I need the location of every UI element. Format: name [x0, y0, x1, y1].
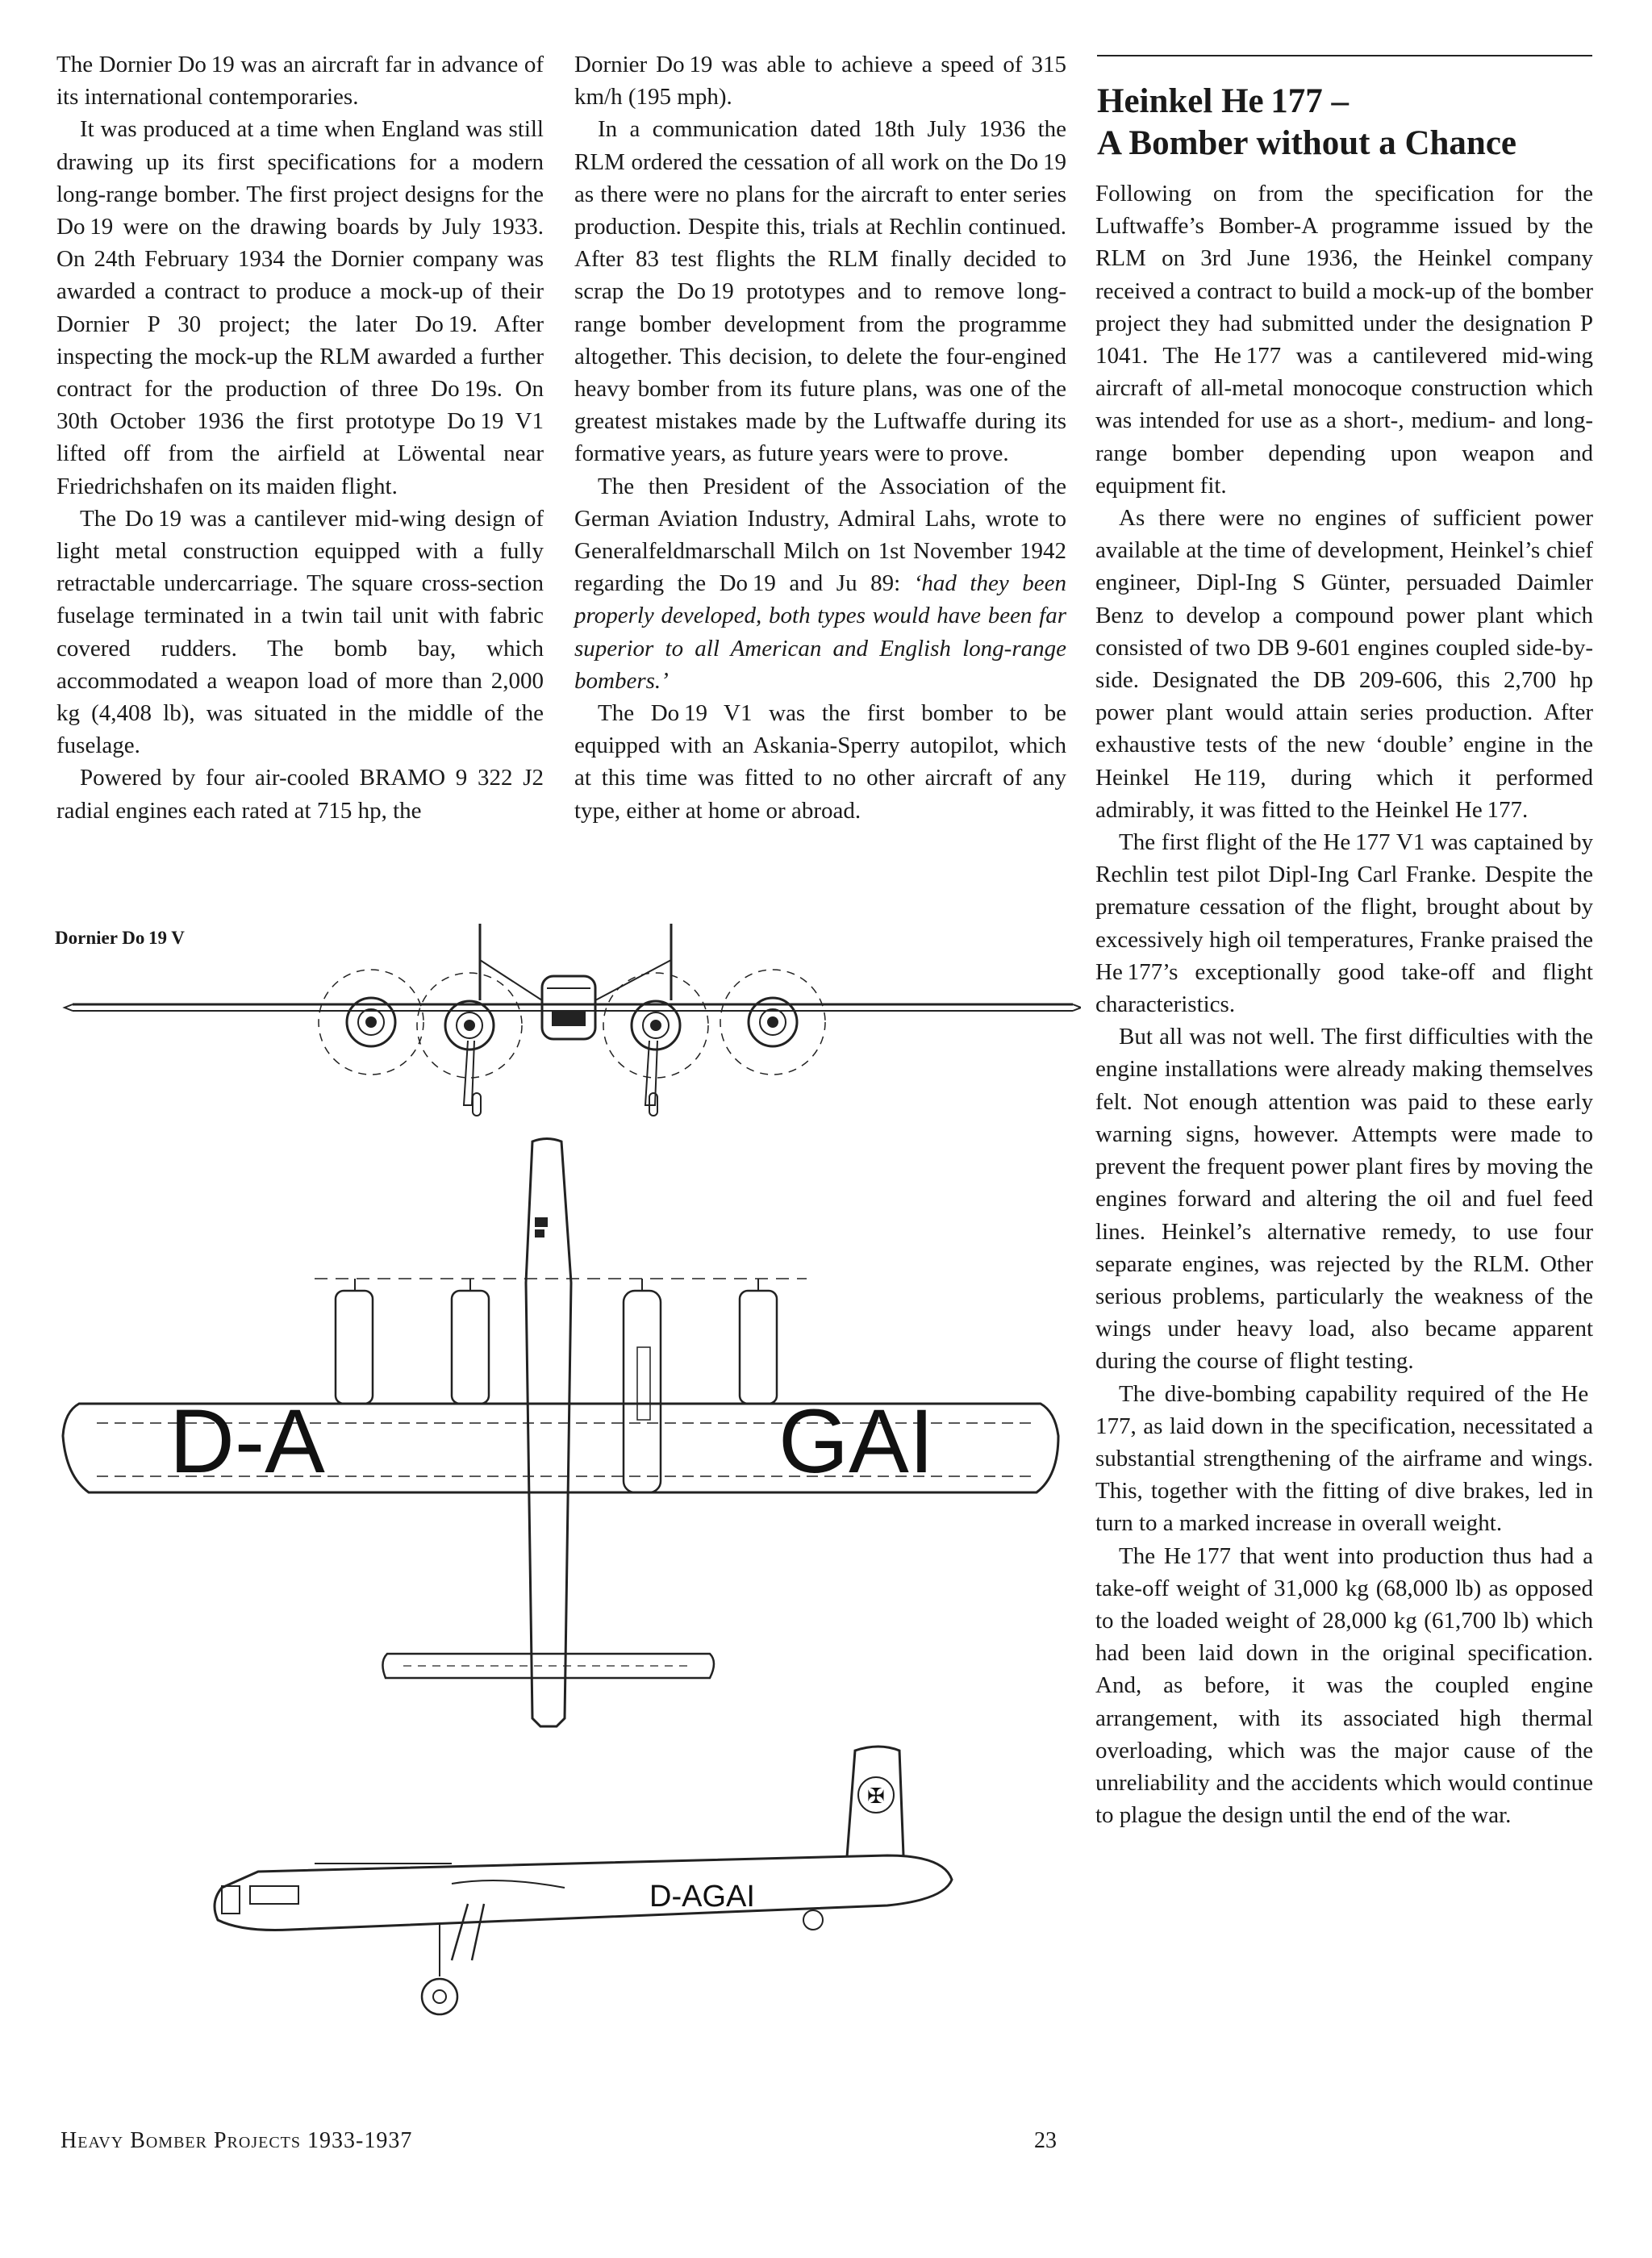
figure-caption: Dornier Do 19 V: [55, 928, 185, 948]
fuselage-registration: D-AGAI: [649, 1880, 755, 1914]
wing-registration-right: GAI: [778, 1391, 934, 1492]
side-view: [215, 1747, 952, 2014]
svg-text:✠: ✠: [867, 1784, 885, 1809]
text-column-3: [1095, 177, 1593, 1831]
body-paragraph: But all was not well. The first difficulties with the engine installations were already making themselves felt. Not enough attention was paid to these early warning signs, however. Attempts were made to prevent the frequent power plant fires by moving the engines forward and altering the oil and fuel feed lines. Heinkel’s alternative remedy, to use four separate engines, was rejected by the RLM. Other serious problems, particularly the weakness of the wings under heavy load, also became apparent during the course of flight testing.: [1095, 1024, 1593, 1375]
plan-view: [63, 1139, 1058, 1727]
quote-lead: The then President of the Association of the German Aviation Industry, Admiral Lahs, wrote to Generalfeldmarschall Milch on 1st November 1942 regarding the Do 19 and Ju 89:: [574, 473, 1066, 597]
running-footer: Heavy Bomber Projects 1933-1937: [60, 2128, 413, 2153]
body-paragraph: The Do 19 V1 was the first bomber to be equipped with an Askania-Sperry autopilot, which at this time was fitted to no other aircraft of any type, either at home or abroad.: [574, 700, 1066, 824]
heading-line-1: Heinkel He 177 –: [1097, 82, 1349, 120]
body-paragraph: Following on from the specification for the Luftwaffe’s Bomber-A programme issued by the RLM on 3rd June 1936, the Heinkel company received a contract to build a mock-up of the bomber project they had submitted under the designation P 1041. The He 177 was a cantilevered mid-wing aircraft of all-metal monocoque construction which was intended for use as a short-, medium- and long-range bomber depending upon weapon and equipment fit.: [1095, 181, 1593, 499]
body-paragraph: The He 177 that went into production thus had a take-off weight of 31,000 kg (68,000 lb) as opposed to the loaded weight of 28,000 kg (61,700 lb) which had been laid down in the original specification. And, as before, it was the coupled engine arrangement, with its associated high thermal overloading, which was the major cause of the unreliability and the accidents which would continue to plague the design until the end of the war.: [1095, 1542, 1593, 1829]
text-column-1: [56, 48, 544, 827]
wing-registration-left: D-A: [169, 1391, 325, 1492]
text-column-2: [574, 48, 1066, 827]
body-paragraph: Powered by four air-cooled BRAMO 9 322 J2 radial engines each rated at 715 hp, the: [56, 765, 544, 824]
section-heading: [1097, 81, 1597, 165]
body-paragraph: The Do 19 was a cantilever mid-wing design of light metal construction equipped with a fully retractable undercarriage. The square cross-section fuselage terminated in a twin tail unit with fabric covered rudders. The bomb bay, which accommodated a weapon load of more than 2,000 kg (4,408 lb), was situated in the middle of the fuselage.: [56, 505, 544, 759]
body-paragraph: The first flight of the He 177 V1 was captained by Rechlin test pilot Dipl-Ing Carl Franke. Despite the premature cessation of the flight, brought about by excessively high oil temperatures, Franke praised the He 177’s exceptionally good take-off and flight characteristics.: [1095, 829, 1593, 1018]
quote-text: ‘had they been properly developed, both types would have been far superior to all American and English long-range bombers.’: [574, 570, 1066, 694]
heading-rule: [1097, 55, 1592, 56]
page-number: 23: [1034, 2128, 1057, 2153]
body-paragraph: As there were no engines of sufficient power available at the time of development, Heinkel’s chief engineer, Dipl-Ing S Günter, persuaded Daimler Benz to develop a compound power plant which consisted of two DB 9-601 engines coupled side-by-side. Designated the DB 209-606, this 2,700 hp power plant would attain series production. After exhaustive tests of the new ‘double’ engine in the Heinkel He 119, during which it performed admirably, it was fitted to the Heinkel He 177.: [1095, 505, 1593, 823]
aircraft-three-view-drawing: [48, 912, 1081, 2097]
front-view: [65, 924, 1081, 1116]
body-paragraph: In a communication dated 18th July 1936 the RLM ordered the cessation of all work on the Do 19 as there were no plans for the aircraft to enter series production. Despite this, trials at Rechlin continued. After 83 test flights the RLM finally decided to scrap the Do 19 prototypes and to remove long-range bomber development from the programme altogether. This decision, to delete the four-engined heavy bomber from its future plans, was one of the greatest mistakes made by the Luftwaffe during its formative years, as future years were to prove.: [574, 116, 1066, 467]
body-paragraph: Dornier Do 19 was able to achieve a speed of 315 km/h (195 mph).: [574, 52, 1066, 111]
body-paragraph: The dive-bombing capability required of the He 177, as laid down in the specification, necessitated a substantial strengthening of the airframe and wings. This, together with the fitting of dive brakes, led in turn to a marked increase in overall weight.: [1095, 1380, 1593, 1537]
body-paragraph: The Dornier Do 19 was an aircraft far in advance of its international contemporaries.: [56, 52, 544, 111]
body-paragraph-with-quote: [574, 470, 1066, 697]
body-paragraph: It was produced at a time when England was still drawing up its first specifications for a modern long-range bomber. The first project designs for the Do 19 were on the drawing boards by July 1933. On 24th February 1934 the Dornier company was awarded a contract to produce a mock-up of their Dornier P 30 project; the later Do 19. After inspecting the mock-up the RLM awarded a further contract for the production of three Do 19s. On 30th October 1936 the first prototype Do 19 V1 lifted off from the airfield at Löwental near Friedrichshafen on its maiden flight.: [56, 116, 544, 499]
heading-line-2: A Bomber without a Chance: [1097, 124, 1517, 162]
